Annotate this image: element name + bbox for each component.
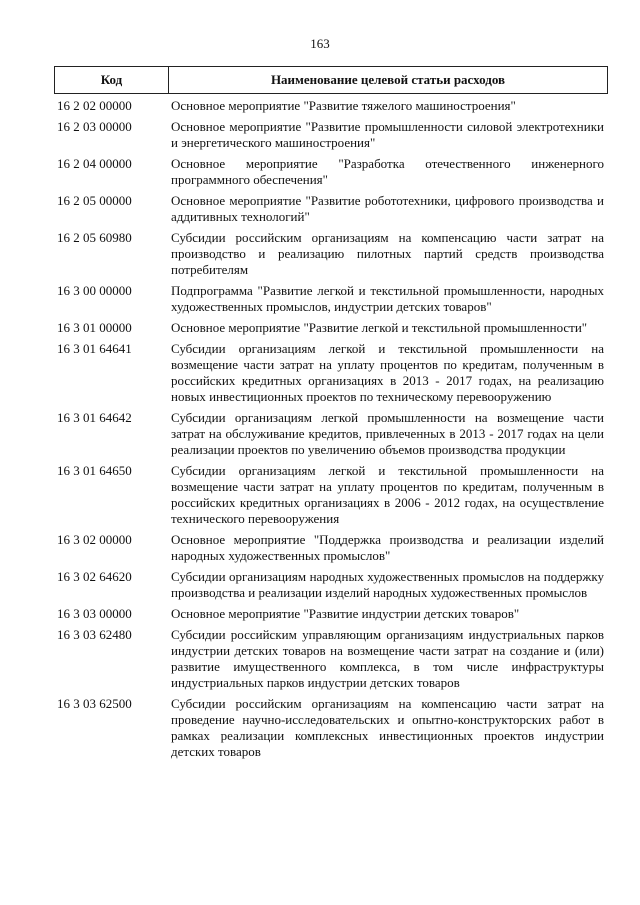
row-code: 16 3 01 64642 (57, 410, 132, 425)
row-name: Субсидии российским организациям на компенсацию части затрат на производство и реализацию пилотных партий средств производства потребителям (171, 230, 604, 277)
table-row (57, 696, 604, 760)
row-code: 16 3 03 62500 (57, 696, 132, 711)
row-name: Субсидии российским организациям на компенсацию части затрат на проведение научно-исследовательских и опытно-конструкторских работ в рамках реализации комплексных инвестиционных проектов индустрии детских товаров (171, 696, 604, 759)
row-name: Субсидии российским управляющим организациям индустриальных парков индустрии детских товаров на возмещение части затрат на создание и (или) развитие имущественного комплекса, в том числе инфраструктуры индустриальных парков индустрии детских товаров (171, 627, 604, 690)
row-code: 16 3 00 00000 (57, 283, 132, 298)
table-row (57, 230, 604, 278)
table-row (57, 193, 604, 225)
row-code: 16 2 05 60980 (57, 230, 132, 245)
row-code: 16 3 03 62480 (57, 627, 132, 642)
table-row (57, 320, 604, 336)
row-name: Основное мероприятие "Развитие индустрии детских товаров" (171, 606, 520, 621)
row-code: 16 2 02 00000 (57, 98, 132, 113)
table-row (57, 341, 604, 405)
table-row (57, 569, 604, 601)
row-code: 16 3 03 00000 (57, 606, 132, 621)
row-code: 16 3 01 64650 (57, 463, 132, 478)
row-code: 16 3 02 64620 (57, 569, 132, 584)
table-row (57, 283, 604, 315)
table-header (54, 66, 608, 94)
row-name: Основное мероприятие "Развитие легкой и текстильной промышленности" (171, 320, 588, 335)
row-code: 16 2 04 00000 (57, 156, 132, 171)
row-name: Подпрограмма "Развитие легкой и текстильной промышленности, народных художественных промыслов, индустрии детских товаров" (171, 283, 604, 314)
table-row (57, 532, 604, 564)
row-name: Основное мероприятие "Развитие тяжелого машиностроения" (171, 98, 516, 113)
table-row (57, 119, 604, 151)
table-row (57, 156, 604, 188)
page-number: 163 (310, 36, 330, 51)
row-code: 16 2 05 00000 (57, 193, 132, 208)
row-name: Основное мероприятие "Разработка отечественного инженерного программного обеспечения" (171, 156, 604, 187)
row-code: 16 3 01 64641 (57, 341, 132, 356)
column-header-code: Код (55, 67, 169, 93)
row-name: Субсидии организациям легкой промышленности на возмещение части затрат на обслуживание кредитов, привлеченных в 2013 - 2017 годах на цели реализации проектов по увеличению объемов производства продукции (171, 410, 604, 457)
row-code: 16 2 03 00000 (57, 119, 132, 134)
row-name: Основное мероприятие "Поддержка производства и реализации изделий народных художественных промыслов" (171, 532, 604, 563)
column-header-name: Наименование целевой статьи расходов (270, 72, 506, 87)
row-name: Основное мероприятие "Развитие промышленности силовой электротехники и энергетического машиностроения" (171, 119, 604, 150)
table-row (57, 627, 604, 691)
table-row (57, 606, 604, 622)
row-name: Субсидии организациям легкой и текстильной промышленности на возмещение части затрат на уплату процентов по кредитам, полученным в российских кредитных организациях в 2013 - 2017 годах, на реализацию новых инвестиционных проектов по техническому перевооружению (171, 341, 604, 404)
row-code: 16 3 02 00000 (57, 532, 132, 547)
row-name: Субсидии организациям легкой и текстильной промышленности на возмещение части затрат на уплату процентов по кредитам, полученным в российских кредитных организациях в 2006 - 2012 годах, на осуществление технического перевооружения (171, 463, 604, 526)
table-row (57, 410, 604, 458)
row-name: Основное мероприятие "Развитие робототехники, цифрового производства и аддитивных технологий" (171, 193, 604, 224)
table-row (57, 98, 604, 114)
row-code: 16 3 01 00000 (57, 320, 132, 335)
table-row (57, 463, 604, 527)
table-body (57, 98, 604, 765)
row-name: Субсидии организациям народных художественных промыслов на поддержку производства и реализации изделий народных художественных промыслов (171, 569, 604, 600)
